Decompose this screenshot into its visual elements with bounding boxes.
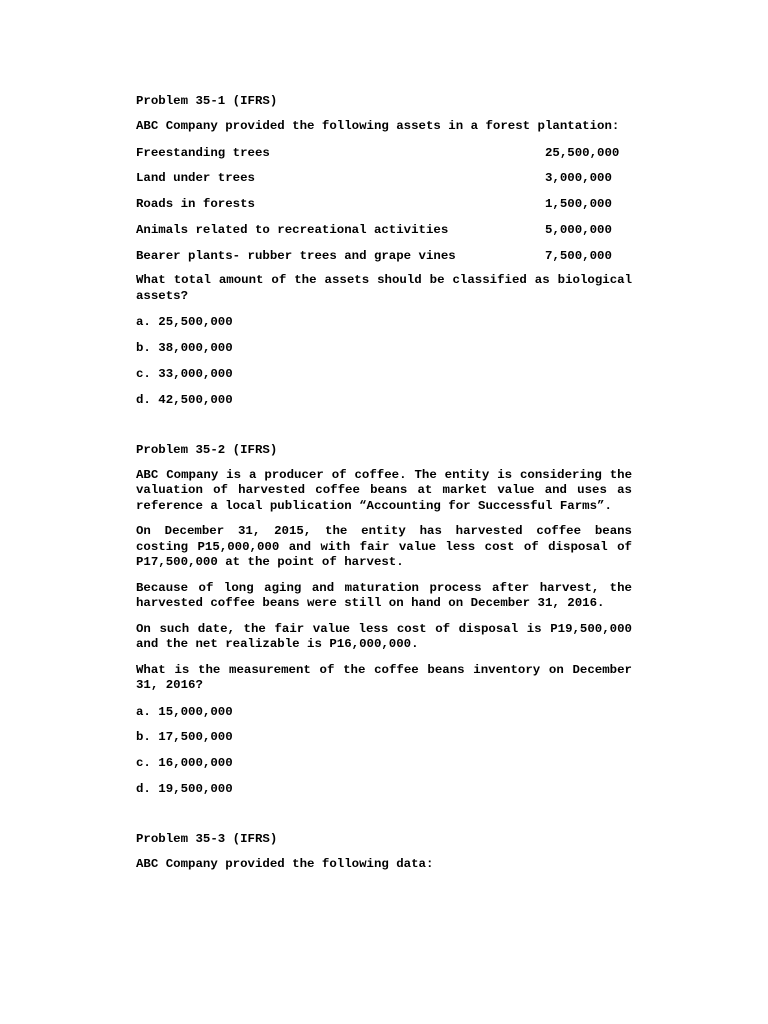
asset-amount: 25,500,000: [545, 145, 620, 160]
answer-choice-b: b. 38,000,000: [136, 341, 233, 356]
problem-title: Problem 35-1 (IFRS): [136, 94, 278, 108]
answer-choice-d: d. 19,500,000: [136, 782, 233, 797]
asset-label: Bearer plants- rubber trees and grape vines: [136, 248, 456, 263]
answer-choice-c: c. 33,000,000: [136, 367, 233, 382]
problem-paragraph: Because of long aging and maturation process after harvest, the harvested coffee beans were still on hand on December 31, 2016.: [136, 580, 632, 611]
problem-question: What total amount of the assets should be classified as biological assets?: [136, 273, 632, 303]
problem-intro: ABC Company provided the following data:: [136, 856, 434, 871]
asset-row: [136, 222, 632, 238]
asset-row: [136, 170, 632, 186]
problem-intro: ABC Company provided the following assets in a forest plantation:: [136, 119, 620, 133]
asset-label: Land under trees: [136, 171, 255, 186]
problem-35-1: [136, 93, 632, 408]
asset-row: [136, 196, 632, 212]
problem-35-2: [136, 442, 632, 797]
answer-choice-a: a. 15,000,000: [136, 704, 233, 719]
asset-row: [136, 248, 632, 264]
asset-label: Freestanding trees: [136, 145, 270, 160]
section-spacer: [136, 418, 632, 442]
asset-amount: 1,500,000: [545, 197, 612, 212]
asset-amount: 7,500,000: [545, 248, 612, 263]
asset-row: [136, 145, 632, 161]
problem-paragraph: On such date, the fair value less cost of disposal is P19,500,000 and the net realizable is P16,000,000.: [136, 621, 632, 652]
document-page: [136, 93, 632, 882]
problem-title: Problem 35-2 (IFRS): [136, 442, 278, 457]
asset-amount: 3,000,000: [545, 171, 612, 186]
problem-title: Problem 35-3 (IFRS): [136, 831, 278, 846]
problem-question: What is the measurement of the coffee beans inventory on December 31, 2016?: [136, 662, 632, 693]
asset-label: Roads in forests: [136, 197, 255, 212]
asset-label: Animals related to recreational activities: [136, 222, 449, 237]
answer-choice-a: a. 25,500,000: [136, 315, 233, 330]
asset-amount: 5,000,000: [545, 222, 612, 237]
problem-35-3: [136, 831, 632, 873]
problem-paragraph: ABC Company is a producer of coffee. The entity is considering the valuation of harvested coffee beans at market value and uses as reference a local publication “Accounting for Successful Farms”.: [136, 467, 632, 513]
answer-choice-d: d. 42,500,000: [136, 392, 233, 407]
problem-paragraph: On December 31, 2015, the entity has harvested coffee beans costing P15,000,000 and with fair value less cost of disposal of P17,500,000 at the point of harvest.: [136, 524, 632, 570]
answer-choice-c: c. 16,000,000: [136, 756, 233, 771]
section-spacer: [136, 807, 632, 831]
answer-choice-b: b. 17,500,000: [136, 730, 233, 745]
